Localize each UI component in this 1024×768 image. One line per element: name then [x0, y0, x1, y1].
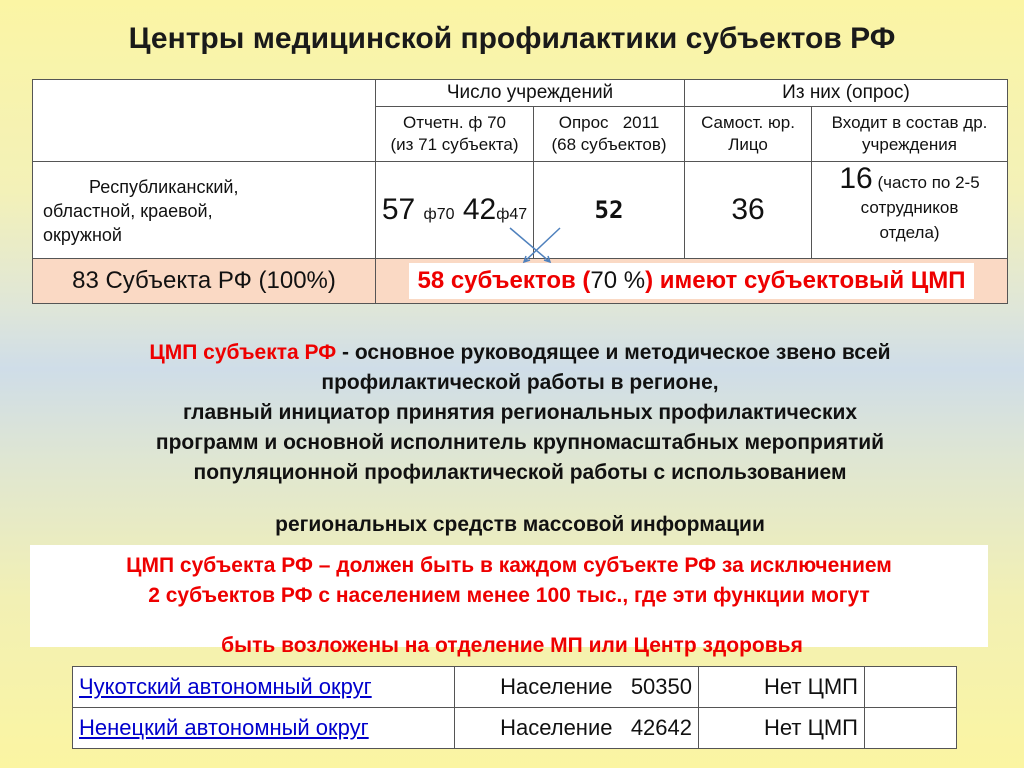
status-cell: Нет ЦМП — [699, 667, 865, 708]
region-cell — [73, 667, 455, 708]
col-header-survey-line1: Опрос 2011 — [558, 113, 660, 132]
stats-table — [32, 79, 1008, 304]
value-f70: 57 — [381, 193, 416, 226]
note-part-line3: отдела) — [879, 223, 940, 242]
callout-line3: быть возложены на отделение МП или Центр здоровья — [221, 634, 803, 657]
population-cell: Население 42642 — [455, 708, 699, 749]
row-label — [33, 162, 376, 259]
value-survey: 52 — [534, 162, 685, 259]
desc-line2: профилактической работы в регионе, — [321, 371, 719, 394]
group-header-survey: Из них (опрос) — [685, 80, 1008, 107]
summary-cmp-a: 58 субъектов ( — [417, 267, 591, 294]
col-header-indep-line2: Лицо — [728, 135, 768, 154]
note-part-line1: (часто по 2-5 — [877, 173, 980, 192]
summary-cmp-percent: 70 % — [590, 267, 646, 294]
value-part: 16 — [839, 162, 873, 195]
col-header-indep-line1: Самост. юр. — [701, 113, 795, 132]
col-header-report-line2: (из 71 субъекта) — [390, 135, 519, 154]
empty-header-cell — [33, 80, 376, 162]
col-header-part-line2: учреждения — [862, 135, 957, 154]
population-cell: Население 50350 — [455, 667, 699, 708]
row-label-line1: Республиканский, — [89, 177, 239, 197]
table-row — [73, 708, 957, 749]
col-header-indep — [685, 107, 812, 162]
callout-line2: 2 субъектов РФ с населением менее 100 тыс., где эти функции могут — [148, 584, 870, 607]
value-indep: 36 — [685, 162, 812, 259]
empty-cell — [865, 667, 957, 708]
col-header-part-line1: Входит в состав др. — [831, 113, 988, 132]
callout-box — [30, 545, 988, 647]
summary-cmp-c: ) имеют субъектовый ЦМП — [645, 267, 966, 294]
summary-cmp — [376, 259, 1008, 304]
row-label-line2: областной, краевой, — [43, 201, 213, 221]
desc-line6: региональных средств массовой информации — [275, 513, 765, 536]
region-cell — [73, 708, 455, 749]
cross-arrows-icon — [500, 226, 570, 266]
empty-cell — [865, 708, 957, 749]
note-part-line2: сотрудников — [860, 198, 959, 217]
summary-subjects: 83 Субъекта РФ (100%) — [33, 259, 376, 304]
col-header-survey — [534, 107, 685, 162]
row-label-line3: окружной — [43, 225, 122, 245]
col-header-part — [812, 107, 1008, 162]
page-title: Центры медицинской профилактики субъектов РФ — [128, 22, 896, 55]
desc-line3: главный инициатор принятия региональных профилактических — [182, 401, 858, 424]
cell-part — [812, 162, 1008, 259]
desc-line4: программ и основной исполнитель крупномасштабных мероприятий — [155, 431, 885, 454]
table-row — [73, 667, 957, 708]
status-cell: Нет ЦМП — [699, 708, 865, 749]
value-f47: 42 — [462, 193, 497, 226]
cmp-description — [40, 338, 1000, 540]
label-f70: ф70 — [423, 206, 455, 223]
group-header-count: Число учреждений — [376, 80, 685, 107]
col-header-report — [376, 107, 534, 162]
desc-lead: ЦМП субъекта РФ — [149, 341, 337, 364]
region-link[interactable]: Ненецкий автономный округ — [79, 715, 369, 740]
region-link[interactable]: Чукотский автономный округ — [79, 674, 372, 699]
desc-line1: - основное руководящее и методическое звено всей — [336, 341, 891, 364]
col-header-report-line1: Отчетн. ф 70 — [403, 113, 506, 132]
exceptions-table — [72, 666, 957, 749]
desc-line5: популяционной профилактической работы с использованием — [193, 461, 847, 484]
label-f47: ф47 — [496, 206, 528, 223]
col-header-survey-line2: (68 субъектов) — [551, 135, 667, 154]
callout-line1: ЦМП субъекта РФ – должен быть в каждом субъекте РФ за исключением — [126, 554, 892, 577]
